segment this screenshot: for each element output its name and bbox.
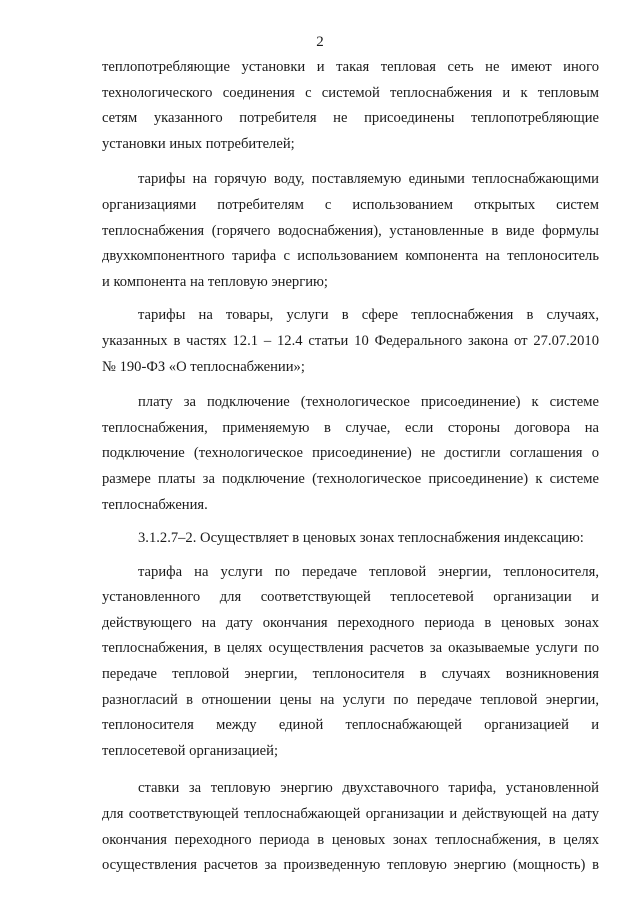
- text-line: подключение (технологическое присоединение) не достигли соглашения о: [102, 445, 599, 462]
- page-number: 2: [316, 34, 324, 50]
- text-line: указанных в частях 12.1 – 12.4 статьи 10 Федерального закона от 27.07.2010: [102, 332, 599, 349]
- document-body: [102, 55, 599, 879]
- text-line: теплоснабжения.: [102, 496, 208, 513]
- text-line: теплоснабжения (горячего водоснабжения), установленные в виде формулы: [102, 222, 599, 239]
- text-line: двухкомпонентного тарифа с использованием компонента на теплоноситель: [102, 248, 599, 265]
- text-line: теплопотребляющие установки и такая тепловая сеть не имеют иного: [102, 59, 599, 75]
- paragraph: [102, 776, 599, 878]
- text-line: теплоснабжения, применяемую в случае, если стороны договора на: [102, 419, 599, 436]
- text-line: установленного для соответствующей теплосетевой организации и: [102, 589, 599, 606]
- text-line: № 190-ФЗ «О теплоснабжении»;: [102, 358, 305, 375]
- text-line: и компонента на тепловую энергию;: [102, 273, 328, 290]
- paragraph: [102, 303, 599, 380]
- paragraph: [102, 55, 599, 157]
- text-line: тарифы на горячую воду, поставляемую едиными теплоснабжающими: [138, 171, 599, 188]
- paragraph: [102, 560, 599, 765]
- text-line: тарифы на товары, услуги в сфере теплоснабжения в случаях,: [138, 307, 599, 324]
- text-line: осуществления расчетов за произведенную тепловую энергию (мощность) в: [102, 857, 599, 874]
- text-line: теплоносителя между единой теплоснабжающей организацией и: [102, 717, 599, 734]
- text-line: для соответствующей теплоснабжающей организации и действующей на дату: [102, 806, 599, 823]
- paragraph: [102, 390, 599, 518]
- text-line: плату за подключение (технологическое присоединение) к системе: [138, 394, 599, 411]
- text-line: передаче тепловой энергии, теплоносителя в случаях возникновения: [102, 666, 599, 683]
- text-line: теплоснабжения, в целях осуществления расчетов за оказываемые услуги по: [102, 640, 599, 657]
- text-line: установки иных потребителей;: [102, 135, 295, 152]
- text-line: организациями потребителям с использованием открытых систем: [102, 196, 599, 213]
- text-line: тарифа на услуги по передаче тепловой энергии, теплоносителя,: [138, 563, 599, 580]
- text-line: размере платы за подключение (технологическое присоединение) к системе: [102, 470, 599, 487]
- paragraph: [102, 526, 599, 552]
- text-line: окончания переходного периода в ценовых зонах теплоснабжения, в целях: [102, 831, 599, 848]
- text-line: технологического соединения с системой теплоснабжения и к тепловым: [102, 84, 599, 101]
- text-line: теплосетевой организацией;: [102, 742, 279, 759]
- text-line: 3.1.2.7–2. Осуществляет в ценовых зонах теплоснабжения индексацию:: [138, 530, 584, 547]
- text-line: ставки за тепловую энергию двухставочного тарифа, установленной: [138, 780, 599, 797]
- text-line: действующего на дату окончания переходного периода в ценовых зонах: [102, 614, 599, 631]
- text-line: сетям указанного потребителя не присоединены теплопотребляющие: [102, 110, 599, 127]
- text-line: разногласий в отношении цены на услуги по передаче тепловой энергии,: [102, 691, 599, 708]
- paragraph: [102, 167, 599, 295]
